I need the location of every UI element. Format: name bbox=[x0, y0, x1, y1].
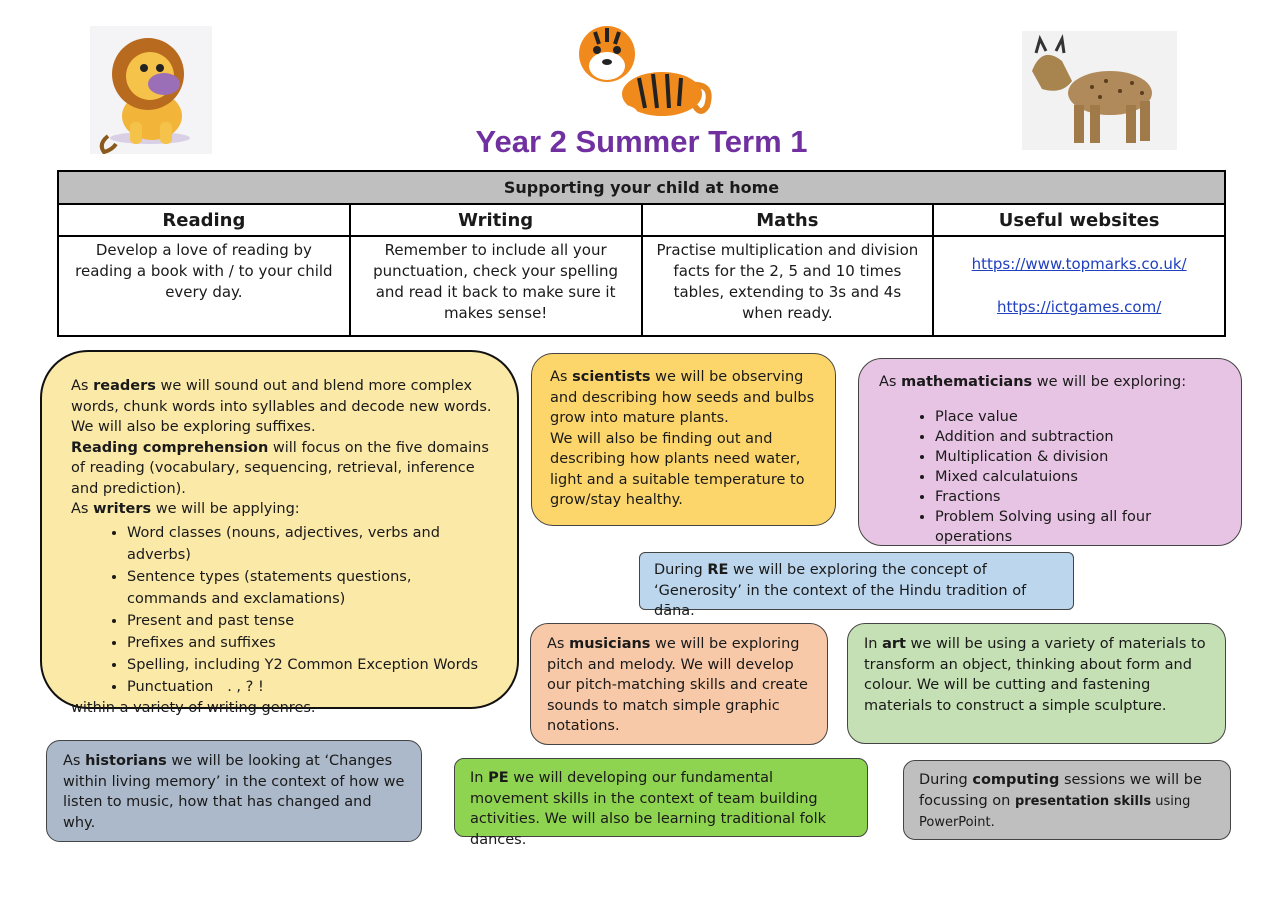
writers-paragraph: As writers we will be applying: bbox=[71, 501, 300, 517]
list-item: • Punctuation . , ? ! bbox=[127, 676, 495, 698]
computing-box bbox=[903, 760, 1231, 840]
maths-topics-list bbox=[879, 407, 1221, 547]
ictgames-link[interactable]: https://ictgames.com/ bbox=[996, 298, 1162, 316]
support-table bbox=[57, 170, 1226, 337]
column-writing: Writing bbox=[350, 204, 642, 236]
music-paragraph: As musicians we will be exploring pitch and melody. We will develop our pitch-matching skills and create sounds to match simple graphic notations. bbox=[547, 636, 808, 734]
websites-cell bbox=[933, 236, 1225, 336]
genres-line: within a variety of writing genres. bbox=[71, 699, 316, 716]
column-websites: Useful websites bbox=[933, 204, 1225, 236]
science-paragraph: As scientists we will be observing and describing how seeds and bulbs grow into mature plants. bbox=[550, 369, 815, 426]
column-maths: Maths bbox=[642, 204, 934, 236]
list-item: • Present and past tense bbox=[127, 610, 495, 632]
list-item: • Word classes (nouns, adjectives, verbs and adverbs) bbox=[127, 522, 495, 566]
tiger-image bbox=[567, 16, 717, 124]
column-reading: Reading bbox=[58, 204, 350, 236]
writing-skills-list bbox=[71, 522, 495, 698]
list-item: • Prefixes and suffixes bbox=[127, 632, 495, 654]
list-item: • Sentence types (statements questions, commands and exclamations) bbox=[127, 566, 495, 610]
list-item: • Addition and subtraction bbox=[935, 427, 1221, 447]
maths-cell: Practise multiplication and division facts for the 2, 5 and 10 times tables, extending to 3s and 4s when ready. bbox=[642, 236, 934, 336]
readers-paragraph: As readers we will sound out and blend more complex words, chunk words into syllables and decode new words. We will also be exploring suffixes. bbox=[71, 378, 492, 435]
list-item: • Multiplication & division bbox=[935, 447, 1221, 467]
english-box bbox=[40, 350, 519, 716]
maths-intro: As mathematicians we will be exploring: bbox=[879, 374, 1187, 390]
writing-cell: Remember to include all your punctuation, check your spelling and read it back to make sure it makes sense! bbox=[350, 236, 642, 336]
comprehension-paragraph: Reading comprehension will focus on the five domains of reading (vocabulary, sequencing, retrieval, inference and prediction). bbox=[71, 439, 489, 497]
re-box bbox=[639, 552, 1074, 619]
art-box bbox=[847, 623, 1226, 744]
list-item: • Mixed calculatuions bbox=[935, 467, 1221, 487]
list-item: • Problem Solving using all four operations bbox=[935, 507, 1221, 547]
history-paragraph: As historians we will be looking at ‘Changes within living memory’ in the context of how we listen to music, how that has changed and why. bbox=[63, 753, 405, 831]
pe-paragraph: In PE we will developing our fundamental movement skills in the context of team building activities. We will also be learning traditional folk dances. bbox=[470, 770, 827, 848]
reading-cell: Develop a love of reading by reading a book with / to your child every day. bbox=[58, 236, 350, 336]
computing-paragraph: During computing sessions we will be focussing on presentation skills using PowerPoint. bbox=[919, 772, 1202, 830]
re-paragraph: During RE we will be exploring the concept of ‘Generosity’ in the context of the Hindu tradition of dāna. bbox=[654, 562, 1027, 619]
pe-box bbox=[454, 758, 868, 848]
maths-box bbox=[858, 358, 1242, 546]
science-box bbox=[531, 353, 836, 526]
history-box bbox=[46, 740, 422, 842]
support-table-header: Supporting your child at home bbox=[58, 171, 1225, 204]
list-item: • Place value bbox=[935, 407, 1221, 427]
art-paragraph: In art we will be using a variety of materials to transform an object, thinking about form and colour. We will be cutting and fastening materials to construct a simple sculpture. bbox=[864, 636, 1206, 714]
list-item: • Spelling, including Y2 Common Exception Words bbox=[127, 654, 495, 676]
music-box bbox=[530, 623, 828, 745]
page-title: Year 2 Summer Term 1 bbox=[475, 124, 808, 159]
topmarks-link[interactable]: https://www.topmarks.co.uk/ bbox=[971, 255, 1187, 273]
plants-paragraph: We will also be finding out and describing how plants need water, light and a suitable temperature to grow/stay healthy. bbox=[550, 430, 805, 508]
list-item: • Fractions bbox=[935, 487, 1221, 507]
